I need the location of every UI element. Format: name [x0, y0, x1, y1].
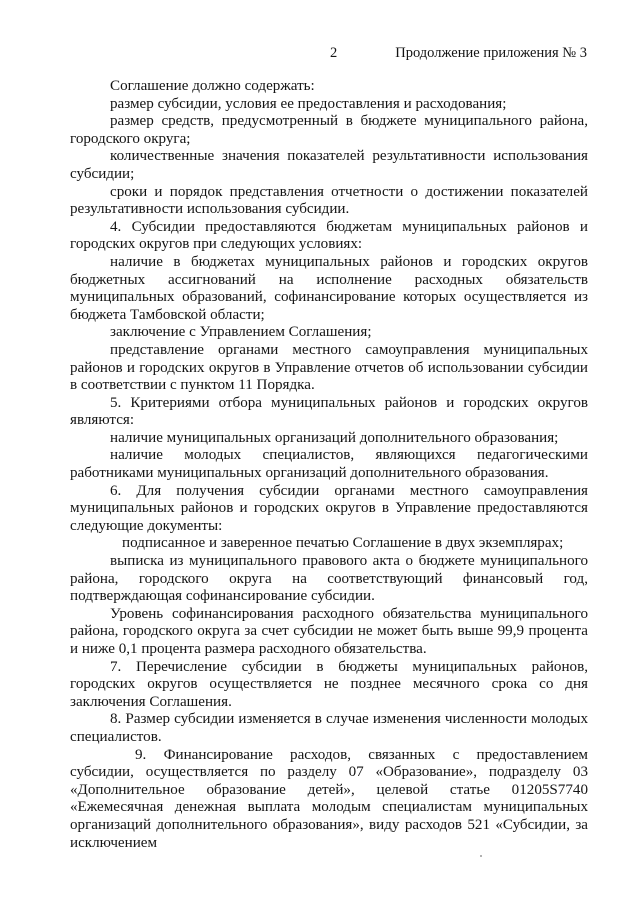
paragraph: размер субсидии, условия ее предоставления и расходования; [110, 95, 507, 112]
page-header [0, 45, 640, 65]
paragraph: 5. Критериями отбора муниципальных районов и городских округов являются: [70, 394, 588, 429]
document-body [70, 78, 588, 852]
scan-speck [480, 855, 482, 857]
paragraph: 9. Финансирование расходов, связанных с предоставлением субсидии, осуществляется по разделу 07 «Образование», подразделу 03 «Дополнительное образование детей», целевой статье 01205S7740 «Ежемесячная денежная выплата молодым специалистам муниципальных организаций дополнительного образования», виду расходов 521 «Субсидии, за исключением [70, 746, 588, 851]
paragraph: выписка из муниципального правового акта о бюджете муниципального района, городского округа на соответствующий финансовый год, подтверждающая софинансирование субсидии. [70, 553, 588, 605]
paragraph: 4. Субсидии предоставляются бюджетам муниципальных районов и городских округов при следующих условиях: [70, 218, 588, 253]
paragraph: 7. Перечисление субсидии в бюджеты муниципальных районов, городских округов осуществляется не позднее месячного срока со дня заключения Соглашения. [70, 658, 588, 710]
paragraph: 6. Для получения субсидии органами местного самоуправления муниципальных районов и городских округов в Управление предоставляются следующие документы: [70, 482, 588, 534]
paragraph: Уровень софинансирования расходного обязательства муниципального района, городского округа за счет субсидии не может быть выше 99,9 процента и ниже 0,1 процента размера расходного обязательства. [70, 605, 588, 657]
paragraph: Соглашение должно содержать: [110, 78, 315, 94]
paragraph: представление органами местного самоуправления муниципальных районов и городских округов в Управление отчетов об использовании субсидии в соответствии с пунктом 11 Порядка. [70, 341, 588, 394]
paragraph: заключение с Управлением Соглашения; [110, 324, 372, 341]
paragraph: количественные значения показателей результативности использования субсидии; [70, 148, 588, 182]
paragraph: наличие молодых специалистов, являющихся педагогическими работниками муниципальных организаций дополнительного образования. [70, 447, 588, 482]
paragraph: 8. Размер субсидии изменяется в случае изменения численности молодых специалистов. [70, 711, 588, 745]
paragraph: наличие в бюджетах муниципальных районов и городских округов бюджетных ассигнований на исполнение расходных обязательств муниципальных образований, софинансирование которых осуществляется из бюджета Тамбовской области; [70, 253, 588, 323]
paragraph: наличие муниципальных организаций дополнительного образования; [110, 429, 559, 446]
page-number: 2 [330, 45, 338, 61]
appendix-continuation-label: Продолжение приложения № 3 [395, 45, 587, 61]
paragraph: подписанное и заверенное печатью Соглашение в двух экземплярах; [122, 535, 564, 552]
paragraph: сроки и порядок представления отчетности о достижении показателей результативности использования субсидии. [70, 183, 588, 218]
paragraph: размер средств, предусмотренный в бюджете муниципального района, городского округа; [70, 113, 588, 147]
